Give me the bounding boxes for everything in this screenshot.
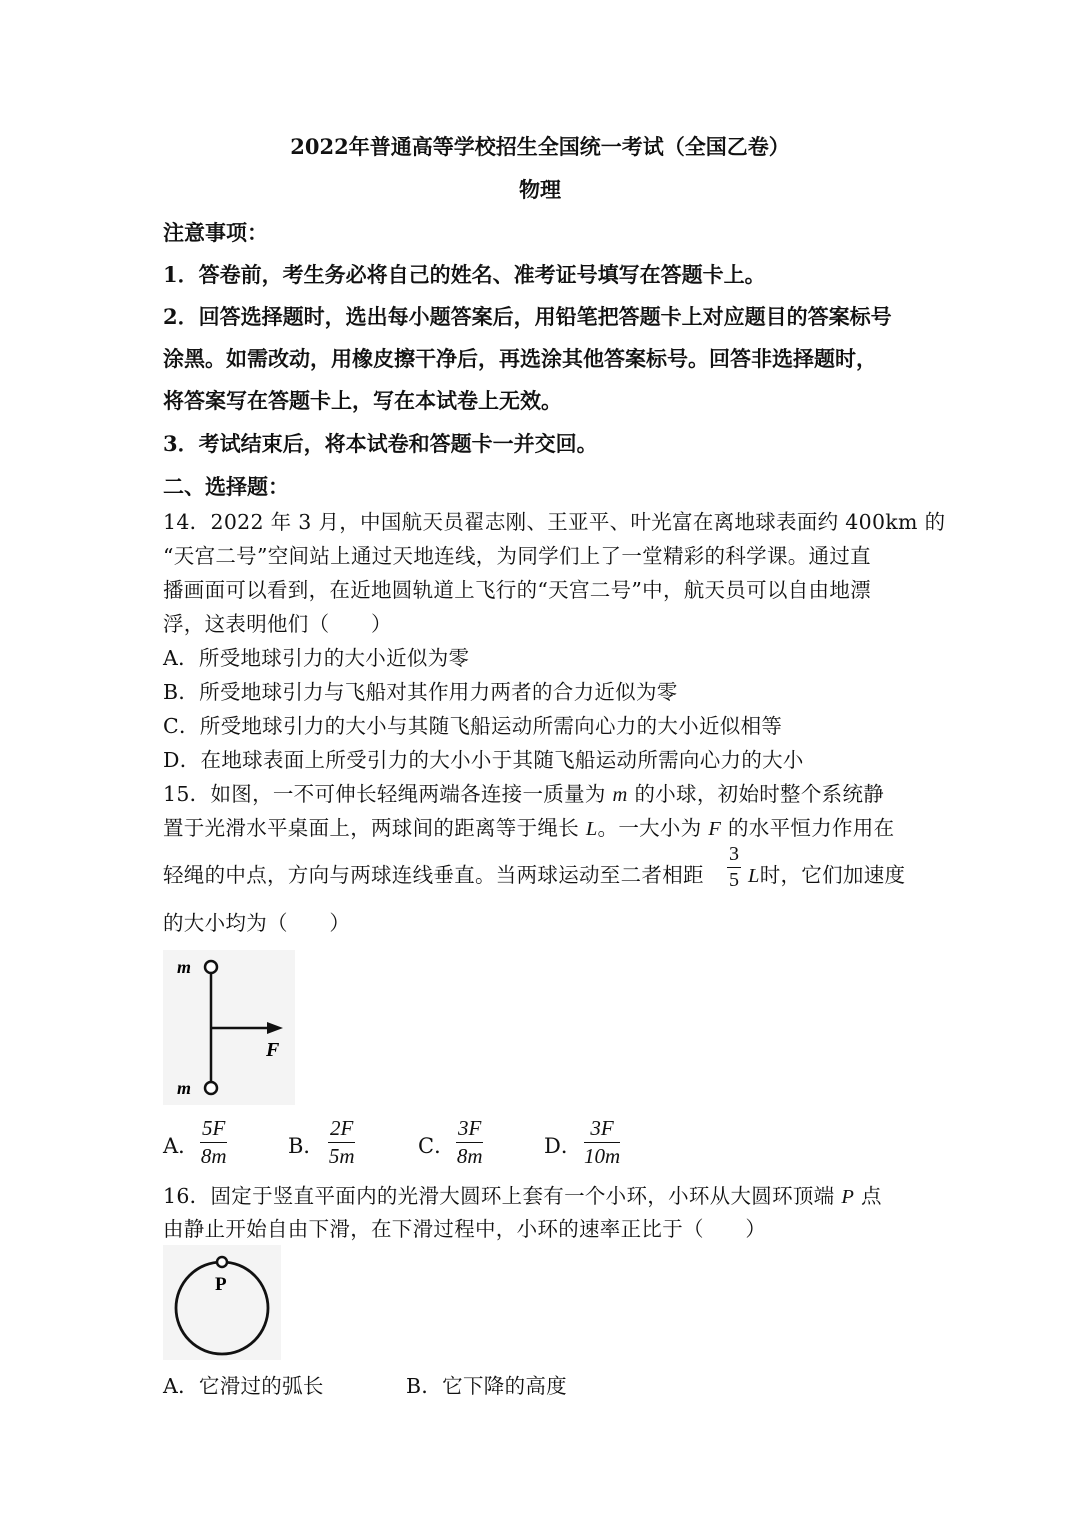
section-heading: 二、选择题：: [163, 474, 289, 499]
exam-subject: 物理: [519, 177, 561, 202]
bottom-ball: [205, 1082, 217, 1094]
q14-stem-line: 浮，这表明他们（ ）: [163, 612, 392, 636]
q15-stem-line: 轻绳的中点，方向与两球连线垂直。当两球运动至二者相距: [163, 863, 704, 887]
bottom-mass-label: m: [177, 1078, 192, 1098]
q15-stem-line: 的大小均为（ ）: [163, 911, 351, 935]
q16-option-b: B．它下降的高度: [406, 1374, 567, 1398]
top-mass-label: m: [177, 957, 192, 977]
q15-option-a-label: A．: [163, 1134, 200, 1158]
notice-item: 1．答卷前，考生务必将自己的姓名、准考证号填写在答题卡上。: [163, 262, 766, 287]
exam-title: 2022年普通高等学校招生全国统一考试（全国乙卷）: [290, 134, 790, 159]
rope-diagram: [163, 950, 295, 1105]
q14-stem-line: “天宫二号”空间站上通过天地连线，为同学们上了一堂精彩的科学课。通过直: [163, 544, 871, 568]
point-symbol: P: [841, 1186, 855, 1208]
q16-stem-line: 由静止开始自由下滑，在下滑过程中，小环的速率正比于（ ）: [163, 1217, 767, 1241]
q16-option-a: A．它滑过的弧长: [163, 1374, 324, 1398]
notice-heading: 注意事项：: [163, 220, 268, 245]
q15-option-d-fraction: $\frac{3F}{10m}$: [584, 1116, 621, 1168]
q15-figure: [163, 950, 295, 1105]
q15-option-b-fraction: $\frac{2F}{5m}$: [328, 1116, 355, 1168]
q14-stem-line: 播画面可以看到，在近地圆轨道上飞行的“天宫二号”中，航天员可以自由地漂: [163, 578, 871, 602]
q14-option-b: B．所受地球引力与飞船对其作用力两者的合力近似为零: [163, 680, 678, 704]
notice-item: 将答案写在答题卡上，写在本试卷上无效。: [163, 388, 562, 413]
q16-stem-line: 16．固定于竖直平面内的光滑大圆环上套有一个小环，小环从大圆环顶端 P 点: [163, 1184, 882, 1208]
notice-item: 3．考试结束后，将本试卷和答题卡一并交回。: [163, 431, 598, 456]
point-p-label: P: [215, 1274, 227, 1295]
q15-option-a-fraction: $\frac{5F}{8m}$: [200, 1116, 227, 1168]
q14-stem-line: 14．2022 年 3 月，中国航天员翟志刚、王亚平、叶光富在离地球表面约 400km 的: [163, 510, 946, 534]
q14-option-a: A．所受地球引力的大小近似为零: [163, 646, 470, 670]
q15-option-d-label: D．: [544, 1134, 582, 1158]
length-symbol: L: [585, 818, 598, 840]
force-label: F: [266, 1039, 280, 1061]
small-ring: [217, 1257, 227, 1267]
q14-option-d: D．在地球表面上所受引力的大小小于其随飞船运动所需向心力的大小: [163, 748, 804, 772]
notice-item: 涂黑。如需改动，用橡皮擦干净后，再选涂其他答案标号。回答非选择题时，: [163, 346, 877, 371]
q15-option-b-label: B．: [288, 1134, 325, 1158]
notice-item: 2．回答选择题时，选出每小题答案后，用铅笔把答题卡上对应题目的答案标号: [163, 304, 892, 329]
force-symbol: F: [708, 818, 722, 840]
q15-stem-line-tail: L时，它们加速度: [748, 863, 906, 887]
q15-stem-line: 15．如图，一不可伸长轻绳两端各连接一质量为 m 的小球，初始时整个系统静: [163, 782, 885, 806]
q15-distance-fraction: $\frac{3}{5}$: [729, 843, 739, 891]
top-ball: [205, 961, 217, 973]
mass-symbol: m: [612, 784, 628, 806]
q16-figure: [163, 1245, 281, 1360]
ring-diagram: [163, 1245, 281, 1360]
q15-option-c-fraction: $\frac{3F}{8m}$: [456, 1116, 483, 1168]
q15-option-c-label: C．: [418, 1134, 456, 1158]
q14-option-c: C．所受地球引力的大小与其随飞船运动所需向心力的大小近似相等: [163, 714, 783, 738]
q15-stem-line: 置于光滑水平桌面上，两球间的距离等于绳长 L。一大小为 F 的水平恒力作用在: [163, 816, 895, 840]
